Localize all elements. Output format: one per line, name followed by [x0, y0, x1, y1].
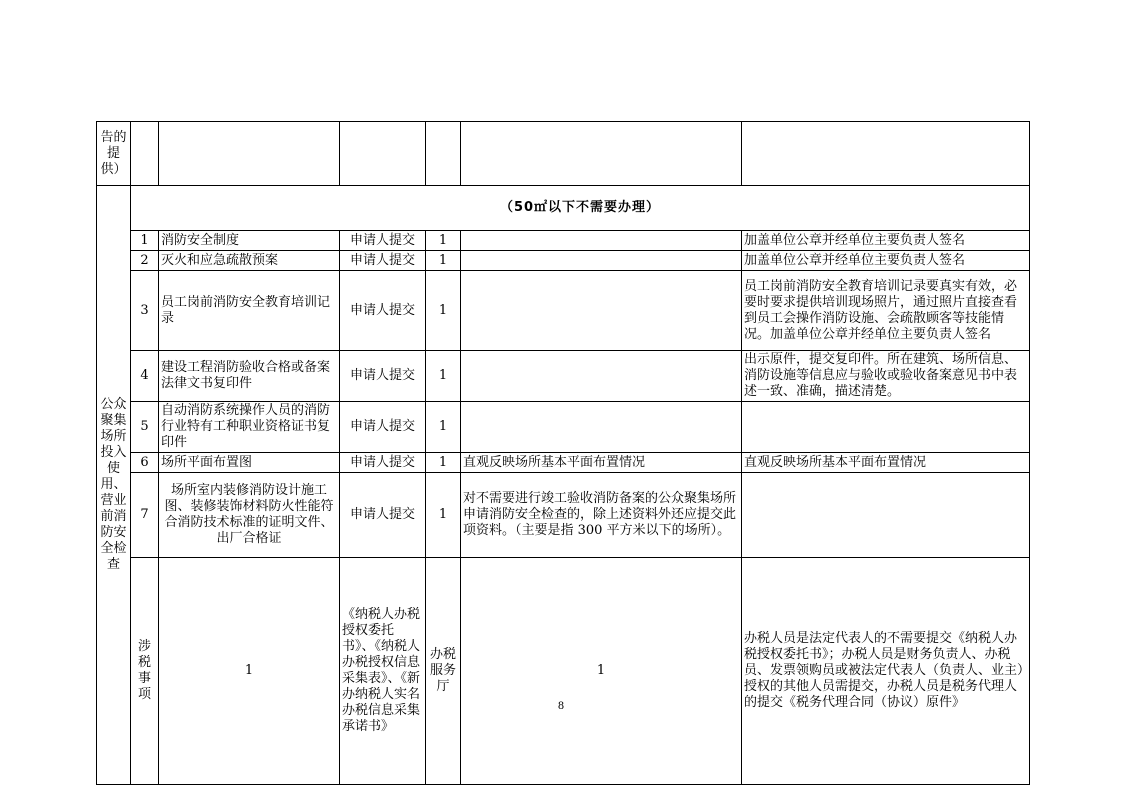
material-note	[461, 251, 742, 271]
row-number: 5	[131, 402, 159, 453]
material-note: 对不需要进行竣工验收消防备案的公众聚集场所申请消防安全检查的，除上述资料外还应提交此项资料。（主要是指 300 平方米以下的场所）。	[461, 473, 742, 558]
materials-table	[96, 121, 1030, 785]
material-name: 建设工程消防验收合格或备案法律文书复印件	[159, 351, 340, 402]
material-note	[461, 231, 742, 251]
material-requirement: 出示原件，提交复印件。所在建筑、场所信息、消防设施等信息应与验收或验收备案意见书中表述一致、准确，描述清楚。	[742, 351, 1030, 402]
table-row	[97, 231, 1030, 251]
material-count: 1	[426, 251, 461, 271]
table-row	[97, 558, 1030, 785]
row-number: 1	[159, 558, 340, 785]
material-note: 直观反映场所基本平面布置情况	[461, 453, 742, 473]
category-cell: 告的提供）	[97, 122, 131, 186]
material-note	[461, 271, 742, 351]
section-banner: （50㎡以下不需要办理）	[131, 186, 1030, 231]
material-name: 《纳税人办税授权委托书》、《纳税人办税授权信息采集表》、《新办纳税人实名办税信息采集承诺书》	[340, 558, 426, 785]
row-number: 1	[131, 231, 159, 251]
row-number: 6	[131, 453, 159, 473]
material-name: 场所室内装修消防设计施工图、装修装饰材料防火性能符合消防技术标准的证明文件、出厂合格证	[159, 473, 340, 558]
row-number: 7	[131, 473, 159, 558]
table-row	[97, 351, 1030, 402]
material-count: 1	[426, 231, 461, 251]
material-note	[461, 402, 742, 453]
material-name: 消防安全制度	[159, 231, 340, 251]
material-source: 申请人提交	[340, 473, 426, 558]
material-name: 自动消防系统操作人员的消防行业特有工种职业资格证书复印件	[159, 402, 340, 453]
material-requirement: 员工岗前消防安全教育培训记录要真实有效，必要时要求提供培训现场照片，通过照片直接查看到员工会操作消防设施、会疏散顾客等技能情况。加盖单位公章并经单位主要负责人签名	[742, 271, 1030, 351]
table-row	[97, 402, 1030, 453]
material-name: 灭火和应急疏散预案	[159, 251, 340, 271]
table-row	[97, 271, 1030, 351]
material-source: 申请人提交	[340, 351, 426, 402]
material-note	[461, 351, 742, 402]
material-requirement	[742, 473, 1030, 558]
material-source: 申请人提交	[340, 402, 426, 453]
page-number: 8	[558, 698, 564, 712]
material-note: 办税人员是法定代表人的不需要提交《纳税人办税授权委托书》；办税人员是财务负责人、办税员、发票领购员或被法定代表人（负责人、业主）授权的其他人员需提交，办税人员是税务代理人的提交《税务代理合同（协议）原件》	[742, 558, 1030, 785]
material-count: 1	[426, 271, 461, 351]
table-row	[97, 473, 1030, 558]
row-number: 3	[131, 271, 159, 351]
material-count: 1	[426, 351, 461, 402]
material-source: 申请人提交	[340, 251, 426, 271]
category-cell: 公众聚集场所投入使用、营业前消防安全检查	[97, 186, 131, 785]
material-count: 1	[426, 473, 461, 558]
material-requirement: 直观反映场所基本平面布置情况	[742, 453, 1030, 473]
material-count: 1	[461, 558, 742, 785]
material-count: 1	[426, 453, 461, 473]
table-row	[97, 122, 1030, 186]
category-cell: 涉税事项	[131, 558, 159, 785]
table-row	[97, 251, 1030, 271]
material-name: 员工岗前消防安全教育培训记录	[159, 271, 340, 351]
banner-row	[97, 186, 1030, 231]
material-requirement	[742, 402, 1030, 453]
material-name: 场所平面布置图	[159, 453, 340, 473]
material-source: 申请人提交	[340, 453, 426, 473]
material-source: 办税服务厅	[426, 558, 461, 785]
row-number: 4	[131, 351, 159, 402]
material-source: 申请人提交	[340, 271, 426, 351]
material-requirement: 加盖单位公章并经单位主要负责人签名	[742, 251, 1030, 271]
material-source: 申请人提交	[340, 231, 426, 251]
material-requirement: 加盖单位公章并经单位主要负责人签名	[742, 231, 1030, 251]
table-row	[97, 453, 1030, 473]
row-number: 2	[131, 251, 159, 271]
material-count: 1	[426, 402, 461, 453]
